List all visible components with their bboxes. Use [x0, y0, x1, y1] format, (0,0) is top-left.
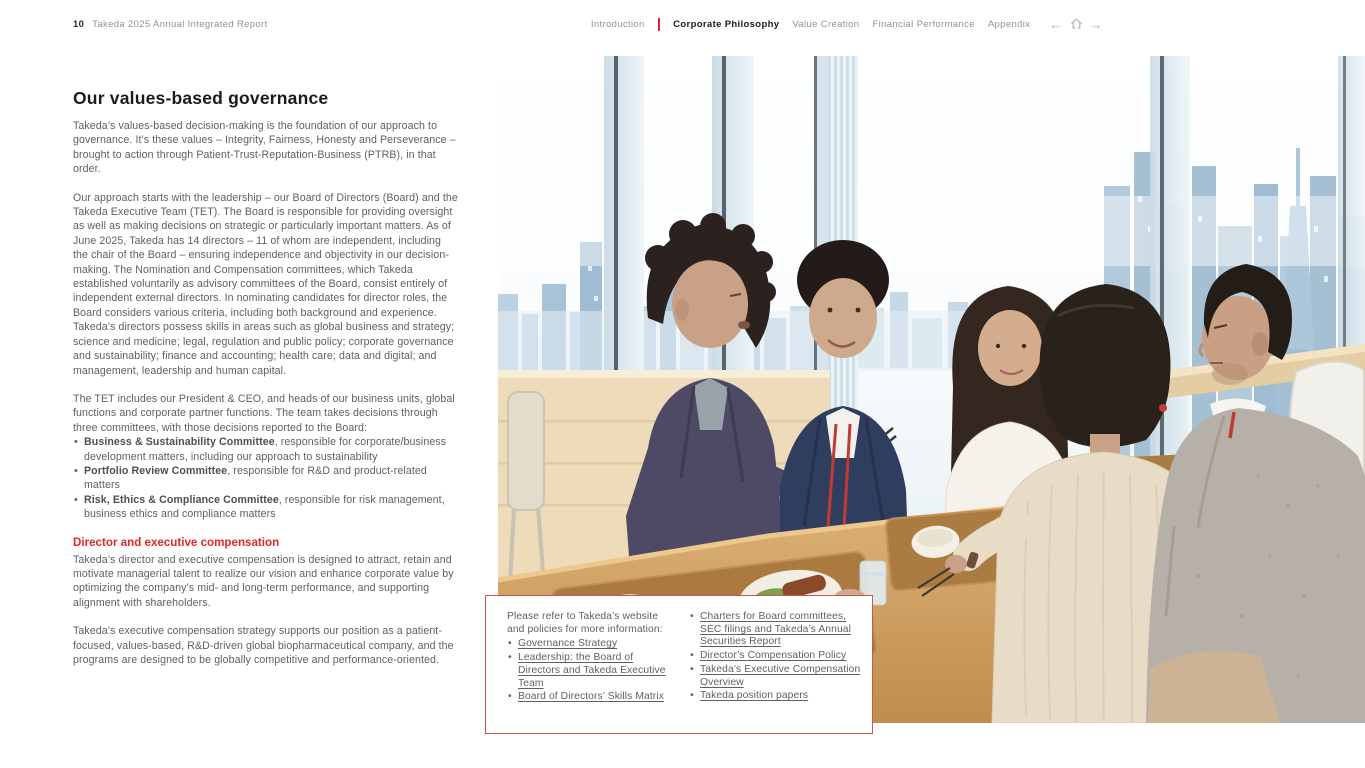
link-executive-compensation-overview[interactable]: Takeda’s Executive Compensation Overview	[700, 663, 861, 688]
link-directors-compensation-policy[interactable]: Director’s Compensation Policy	[700, 650, 847, 662]
nav-introduction[interactable]: Introduction	[590, 19, 645, 30]
header-left	[73, 19, 268, 30]
back-arrow-icon[interactable]: ←	[1049, 17, 1063, 32]
nav-arrows	[1049, 17, 1103, 32]
links-column-left	[507, 611, 675, 719]
article-governance	[73, 88, 459, 681]
list-item	[689, 690, 861, 703]
nav-active-marker	[658, 18, 661, 31]
links-intro: Please refer to Takeda’s website and policies for more information:	[507, 611, 663, 635]
page-number: 10	[73, 19, 85, 30]
paragraph-board: Our approach starts with the leadership – our Board of Directors (Board) and the Takeda Executive Team (TET). The Board is responsible for providing oversight as well as making decisions on strategic or particularly important matters. As of June 2025, Takeda has 14 directors – 11 of whom are independent, including the chair of the Board – ensuring independence and objectivity in our decision-making. The Nomination and Compensation committees, which Takeda established voluntarily as advisory committees of the Board, consist entirely of independent external directors. In nominating candidates for director roles, the Board considers various criteria, including both background and experience. Takeda’s directors possess skills in areas such as global business and strategy; science and medicine; legal, regulation and public policy; corporate governance and sustainability; finance and accounting; health care; data and digital; and management, leadership and human capital.	[73, 191, 458, 377]
list-item	[689, 664, 861, 689]
page-header	[73, 17, 1103, 32]
subsection-title: Director and executive compensation	[73, 535, 280, 549]
committee-name: Business & Sustainability Committee	[84, 436, 275, 449]
list-item	[507, 691, 675, 704]
links-column-right	[689, 611, 861, 719]
forward-arrow-icon[interactable]: →	[1089, 17, 1103, 32]
list-item	[689, 611, 861, 649]
link-skills-matrix[interactable]: Board of Directors’ Skills Matrix	[518, 691, 664, 703]
home-icon[interactable]	[1070, 17, 1083, 32]
list-item	[507, 652, 675, 690]
article-title: Our values-based governance	[73, 88, 329, 108]
committee-name: Risk, Ethics & Compliance Committee	[84, 493, 279, 506]
link-leadership-board-tet[interactable]: Leadership: the Board of Directors and Takeda Executive Team	[518, 652, 666, 689]
links-list-right	[689, 611, 861, 703]
link-charters-sec-filings[interactable]: Charters for Board committees, SEC filings and Takeda’s Annual Securities Report	[700, 611, 851, 648]
paragraph-tet: The TET includes our President & CEO, and heads of our business units, global functions and corporate partner functions. The team takes decisions through three committees, with those decisions reported to the Board:	[73, 392, 455, 434]
nav-financial-performance[interactable]: Financial Performance	[872, 19, 975, 30]
paragraph-values: Takeda’s values-based decision-making is the foundation of our approach to governance. It’s these values – Integrity, Fairness, Honesty and Perseverance – brought to action through Patient-Trust-Reputation-Business (PTRB), in that order.	[73, 120, 456, 176]
list-item	[689, 650, 861, 663]
related-links-box	[485, 595, 873, 734]
nav-value-creation[interactable]: Value Creation	[792, 19, 860, 30]
links-list-left	[507, 638, 675, 704]
committee-desc: , responsible for corporate/business development matters, including our approach to sustainability	[84, 436, 447, 463]
list-item	[507, 638, 675, 651]
nav-appendix[interactable]: Appendix	[987, 19, 1031, 30]
nav-corporate-philosophy[interactable]: Corporate Philosophy	[673, 19, 780, 30]
committee-desc: , responsible for R&D and product-related matters	[84, 464, 427, 492]
link-position-papers[interactable]: Takeda position papers	[700, 690, 809, 702]
committee-desc: , responsible for risk management, business ethics and compliance matters	[84, 493, 445, 521]
committee-item	[73, 493, 459, 522]
link-governance-strategy[interactable]: Governance Strategy	[518, 638, 618, 650]
top-nav	[591, 17, 1103, 32]
paragraph-compensation-1: Takeda’s director and executive compensation is designed to attract, retain and motivate managerial talent to realize our vision and enhance corporate value by optimizing the company’s mid- and long-term performance, and supporting alignment with shareholders.	[73, 553, 454, 609]
paragraph-compensation-2: Takeda’s executive compensation strategy supports our position as a patient-focused, values-based, R&D-driven global biopharmaceutical company, and the programs are designed to be globally competitive and performance-oriented.	[73, 625, 454, 666]
committee-item	[73, 464, 459, 493]
committee-list	[73, 435, 459, 521]
committee-item	[73, 435, 459, 464]
committee-name: Portfolio Review Committee	[84, 464, 228, 477]
report-title: Takeda 2025 Annual Integrated Report	[92, 19, 268, 30]
